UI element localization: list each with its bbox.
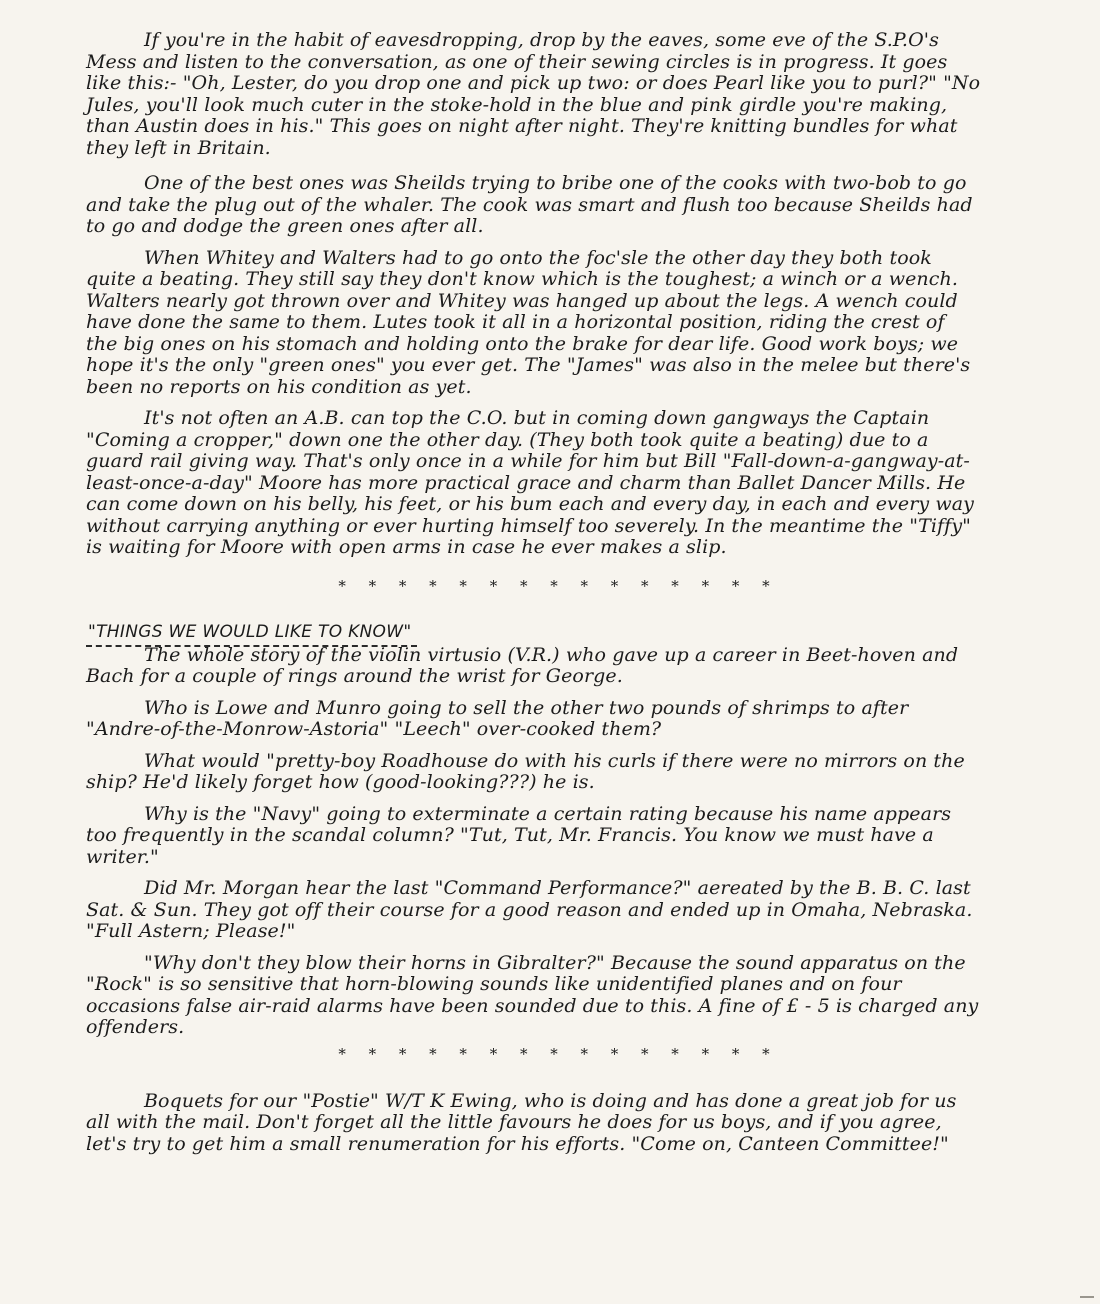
section-heading-wrap [86, 595, 981, 645]
paragraph-gibralter-horns: "Why don't they blow their horns in Gibralter?" Because the sound apparatus on the "Rock" is so sensitive that horn-blowing sounds like unidentified planes and on four occasions false air-raid alarms have been sounded due to this. A fine of £ - 5 is charged any offenders. [86, 951, 979, 1038]
paragraph-mirrors: What would "pretty-boy Roadhouse do with his curls if there were no mirrors on the ship? He'd likely forget how (good-looking???) he is. [86, 749, 965, 793]
document-page [86, 30, 981, 1155]
paragraph-gangway-fall: It's not often an A.B. can top the C.O. but in coming down gangways the Captain "Coming a cropper," down one the other day. (They both took quite a beating) due to a guard rail giving way. That's only once in a while for him but Bill "Fall-down-a-gangway-at-least-once-a-day" Moore has more practical grace and charm than Ballet Dancer Mills. He can come down on his belly, his feet, or his bum each and every day, in each and every way without carrying anything or ever hurting himself too severely. In the meantime the "Tiffy" is waiting for Moore with open arms in case he ever makes a slip. [86, 407, 975, 558]
section-heading: "THINGS WE WOULD LIKE TO KNOW" [86, 621, 417, 647]
paragraph-shrimps: Who is Lowe and Munro going to sell the other two pounds of shrimps to after "Andre-of-the-Monrow-Astoria" "Leech" over-cooked them? [86, 696, 909, 740]
paragraph-scandal-column: Why is the "Navy" going to exterminate a certain rating because his name appears too frequently in the scandal column? "Tut, Tut, Mr. Francis. You know we must have a writer." [86, 802, 952, 868]
paragraph-sewing-circle: If you're in the habit of eavesdropping, drop by the eaves, some eve of the S.P.O's Mess and listen to the conversation, as one of their sewing circles is in progress. It goes like this:- "Oh, Lester, do you drop one and pick up two: or does Pearl like you to purl?" "No Jules, you'll look much cuter in the stoke-hold in the blue and pink girdle you're making, than Austin does in his." This goes on night after night. They're knitting bundles for what they left in Britain. [86, 29, 981, 159]
divider-asterisks: * * * * * * * * * * * * * * * [338, 576, 779, 595]
paragraph-postie-boquets: Boquets for our "Postie" W/T K Ewing, who is doing and has done a great job for us all with the mail. Don't forget all the little favours he does for us boys, and if you agree, let's try to get him a small renumeration for his efforts. "Come on, Canteen Committee!" [86, 1089, 957, 1155]
paragraph-violin-virtuoso: The whole story of the violin virtusio (V.R.) who gave up a career in Beet-hoven and Bach for a couple of rings around the wrist for George. [86, 643, 959, 687]
page-edge-mark [1080, 1296, 1094, 1298]
paragraph-focsle-beating: When Whitey and Walters had to go onto the foc'sle the other day they both took quite a beating. They still say they don't know which is the toughest; a winch or a wench. Walters nearly got thrown over and Whitey was hanged up about the legs. A wench could have done the same to them. Lutes took it all in a horizontal position, riding the crest of the big ones on his stomach and holding onto the brake for dear life. Good work boys; we hope it's the only "green ones" you ever get. The "James" was also in the melee but there's been no reports on his condition as yet. [86, 246, 971, 398]
divider-asterisks-2: * * * * * * * * * * * * * * * [338, 1044, 779, 1063]
paragraph-whaler-plug: One of the best ones was Sheilds trying to bribe one of the cooks with two-bob to go and take the plug out of the whaler. The cook was smart and flush too because Sheilds had to go and dodge the green ones after all. [86, 172, 973, 237]
paragraph-command-performance: Did Mr. Morgan hear the last "Command Performance?" aereated by the B. B. C. last Sat. & Sun. They got off their course for a good reason and ended up in Omaha, Nebraska. "Full Astern; Please!" [86, 877, 973, 942]
